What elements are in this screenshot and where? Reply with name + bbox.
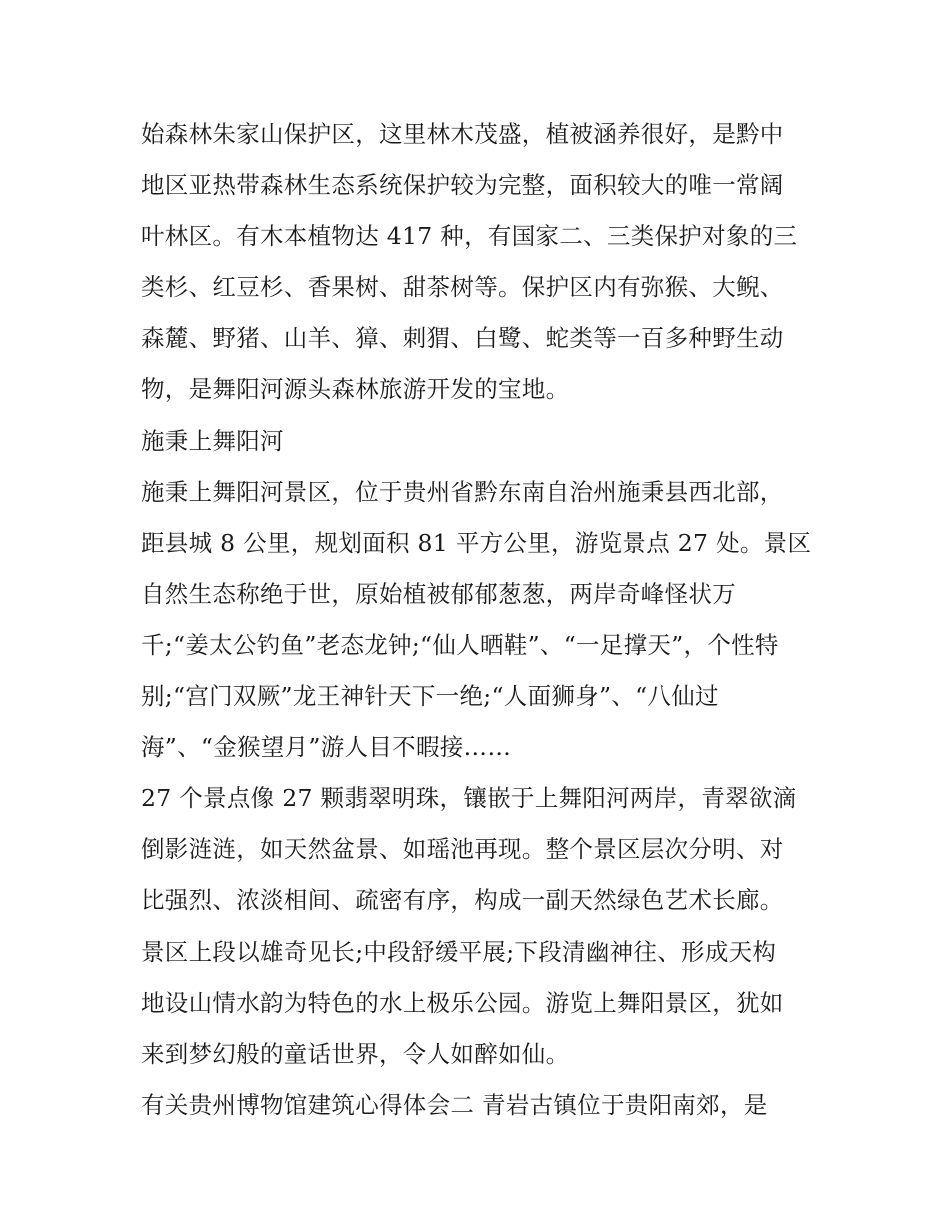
text-line: 森麓、野猪、山羊、獐、刺猬、白鹭、蛇类等一百多种野生动	[141, 324, 784, 353]
text-line: 景区上段以雄奇见长;中段舒缓平展;下段清幽神往、形成天构	[141, 937, 777, 966]
text-line: 始森林朱家山保护区，这里林木茂盛，植被涵养很好，是黔中	[141, 120, 784, 148]
text-line: 地区亚热带森林生态系统保护较为完整，面积较大的唯一常阔	[141, 171, 784, 200]
document-body	[141, 109, 821, 1131]
text-line: 来到梦幻般的童话世界，令人如醉如仙。	[141, 1039, 570, 1068]
text-line: 物，是舞阳河源头森林旅游开发的宝地。	[141, 375, 570, 404]
text-line: 地设山情水韵为特色的水上极乐公园。游览上舞阳景区，犹如	[141, 988, 784, 1017]
text-line: 有关贵州博物馆建筑心得体会二 青岩古镇位于贵阳南郊，是	[141, 1090, 768, 1119]
text-line: 施秉上舞阳河景区，位于贵州省黔东南自治州施秉县西北部，	[141, 477, 784, 506]
text-line: 别;“宫门双厥”龙王神针天下一绝;“人面狮身”、“八仙过	[141, 682, 719, 711]
text-line: 叶林区。有木本植物达 417 种，有国家二、三类保护对象的三	[141, 222, 798, 251]
text-line: 自然生态称绝于世，原始植被郁郁葱葱，两岸奇峰怪状万	[141, 579, 736, 608]
text-line: 千;“姜太公钓鱼”老态龙钟;“仙人晒鞋”、“一足撑天”，个性特	[141, 630, 779, 659]
text-line: 类杉、红豆杉、香果树、甜茶树等。保护区内有弥猴、大鲵、	[141, 273, 784, 302]
section-heading: 施秉上舞阳河	[141, 426, 284, 455]
text-line: 海”、“金猴望月”游人目不暇接……	[141, 733, 512, 762]
text-line: 距县城 8 公里，规划面积 81 平方公里，游览景点 27 处。景区	[141, 528, 812, 557]
text-line: 27 个景点像 27 颗翡翠明珠，镶嵌于上舞阳河两岸，青翠欲滴	[141, 784, 797, 813]
text-line: 倒影涟涟，如天然盆景、如瑶池再现。整个景区层次分明、对	[141, 835, 784, 864]
text-line: 比强烈、浓淡相间、疏密有序，构成一副天然绿色艺术长廊。	[141, 886, 784, 915]
